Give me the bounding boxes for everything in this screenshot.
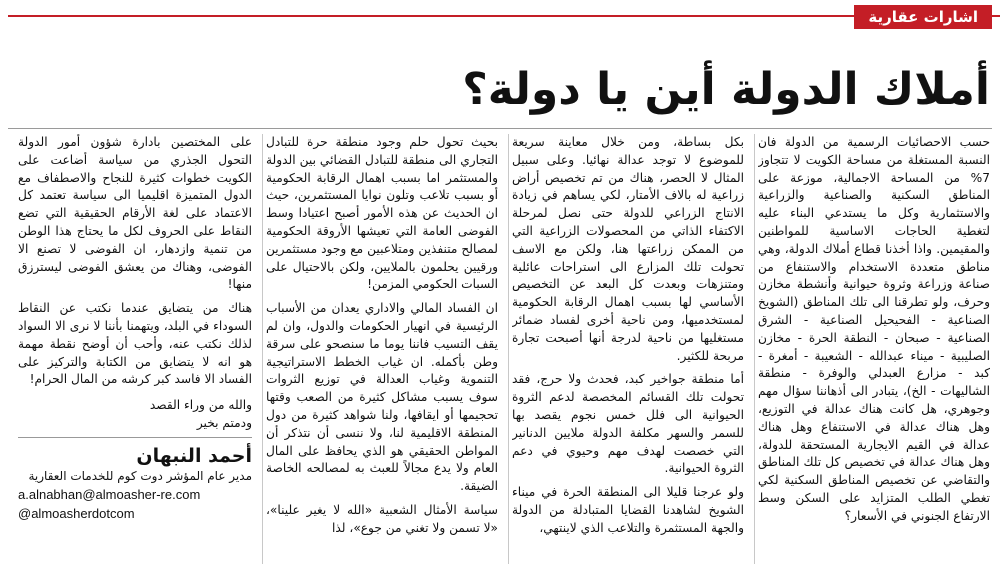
paragraph: بكل بساطة، ومن خلال معاينة سريعة للموضوع لا توجد عدالة نهائيا. وعلى سبيل المثال لا الحصر، هناك من تم تخصيص أراض زراعية له بالاف الأمتار، لكي يساهم في زيادة الانتاج الزراعي للدولة حتى نصل لمرحلة الاكتفاء الذاتي من المحصولات الزراعية التي من الممكن زراعتها هنا، ولكن مع الاسف تحولت تلك المزارع الى استراحات عائلية ومتنزهات وبعدت كل البعد عن التخصيص الأساسي لها بسبب اهمال الرقابة الحكومية لمستخدميها، ومن ناحية أخرى لفساد ضمائر مستغليها من ناحية لدرجة أنها أصبحت تجارة مربحة للكثير. [512,135,744,363]
closing-line: ودمتم بخير [196,415,252,430]
headline-rule [8,128,992,129]
headline: أملاك الدولة أين يا دولة؟ [462,64,990,115]
article-column-3 [266,134,498,564]
author-divider [18,437,252,438]
article-column-4 [18,134,252,564]
section-rule [8,15,1000,17]
article-column-2 [512,134,744,564]
paragraph: ان الفساد المالي والاداري يعدان من الأسباب الرئيسية في انهيار الحكومات والدول، وان لم يقف التسيب فاننا يوما ما سنصحو على سرقة وطن بأكمله. ان غياب الخطط الاستراتيجية التنموية وغياب العدالة في توزيع الثروات سوف يسبب مشاكل كثيرة من الصعب وقتها تحجيمها أو ايقافها، ولنا شواهد كثيرة من دول المنطقة الاقليمية لنا، ولا ننسى أن نتذكر أن المواطن الحقيقي هو الذي يحافظ على المال العام ولا يدع مجالاً للعبث به لمصالحه الخاصة الضيقة. [266,301,498,494]
column-divider [262,134,263,564]
author-email[interactable]: a.alnabhan@almoasher-re.com [18,486,201,502]
paragraph: بحيث تحول حلم وجود منطقة حرة للتبادل التجاري الى منطقة للتبادل القضائي بين الدولة والمستثمر اما بسبب اهمال الرقابة الحكومية أو بسبب تلاعب وتلون نوايا المستثمرين، حيث ان الحديث عن هذه الأمور أصبح اعتيادا وسط الفوضى العامة التي تعيشها الأروقة الحكومية لمصالح متنفذين ومتلاعبين مع وجود مستثمرين ورقيين يحلمون بالملايين، ولكن بالاحتيال على السبات الحكومي المزمن! [266,135,498,292]
paragraph: حسب الاحصائيات الرسمية من الدولة فان النسبة المستغلة من مساحة الكويت لا تتجاوز 7% من المساحة الاجمالية، موزعة على المناطق السكنية والصناعية والزراعية والاستثمارية وكل ما يستدعي البناء عليه لتغطية الحاجات الاساسية للمواطنين والمقيمين. واذا أخذنا قطاع أملاك الدولة، وهي مناطق متعددة الاستخدام والاستنفاع من صناعة وزراعة وثروة حيوانية وأنشطة مخازن وحرف، ولو تطرقنا الى تلك المناطق (الشويخ الصناعية - الفحيحيل الصناعية - الشرق الصناعية - صبحان - النطقة الحرة - مخازن الصليبية - ميناء عبدالله - الشعيبة - أمغرة - كبد - مزارع العبدلي والوفرة - منطقة الشاليهات - الخ)، يتبادر الى أذهاننا سؤال مهم وجوهري، هل كانت هناك عدالة في التوزيع، وهل هناك عدالة في الاستنفاع وهل هناك عدالة في القيم الايجارية المستحقة للدولة، وهل هناك عدالة في تخصيص كل تلك المناطق والتقاضي عن تخصيص المناطق السكنية لكي تغطي الطلب المتزايد على السكن وسط الارتفاع الجنوني في الأسعار؟ [758,135,990,523]
section-badge: اشارات عقارية [854,5,992,29]
article-column-1 [758,134,990,564]
author-name: أحمد النبهان [136,444,252,467]
paragraph: أما منطقة جواخير كبد، فحدث ولا حرج، فقد تحولت تلك القسائم المخصصة لدعم الثروة الحيوانية الى فلل خمس نجوم يقصد بها للسمر والسهر مكلفة الدولة ملايين الدنانير التي خصصت لهدف مهم وحيوي في دعم الثروة الحيوانية. [512,372,744,476]
paragraph: سياسة الأمثال الشعبية «الله لا يغير علينا»، «لا تسمن ولا تغني من جوع»، لذا [266,502,498,535]
author-title: مدير عام المؤشر دوت كوم للخدمات العقارية [28,468,252,483]
column-divider [754,134,755,564]
paragraph: على المختصين بادارة شؤون أمور الدولة التحول الجذري من سياسة أضاعت على الكويت خطوات كثيرة للنجاح والاصطفاف مع الدول المتميزة اقليميا الى سياسة تعتمد كل الاعتماد على لغة الأرقام الحقيقية التي تضع النقاط على الحروف لكل ما يحتاج هذا الوطن من تنمية وازدهار، ان الفوضى لا تصنع الا الفوضى، وهناك من يعشق الفوضى ليسترزق منها! [18,135,252,292]
column-divider [508,134,509,564]
paragraph: ولو عرجنا قليلا الى المنطقة الحرة في ميناء الشويخ لشاهدنا القضايا المتبادلة من الدولة والجهة المستثمرة والتلاعب الذي لاينتهي، [512,485,744,535]
author-handle[interactable]: @almoasherdotcom [18,505,135,521]
paragraph: هناك من يتضايق عندما نكتب عن النقاط السوداء في البلد، ويتهمنا بأننا لا نرى الا السواد لذلك نكتب عنه، وأحب أن أوضح نقطة مهمة هو انه لا يتضايق من الكتابة والتركيز على الفساد الا فاسد كبر كرشه من المال الحرام! [18,301,252,387]
closing-line: والله من وراء القصد [149,398,252,413]
closing [18,397,252,433]
